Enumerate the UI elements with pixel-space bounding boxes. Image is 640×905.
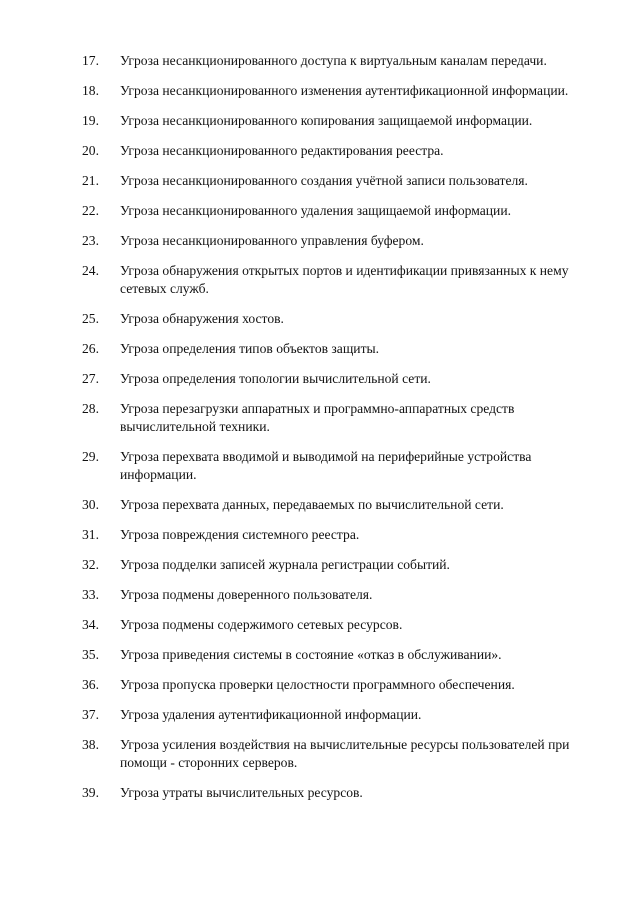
item-text: Угроза обнаружения хостов. [120,311,284,326]
list-item [0,784,640,802]
item-text: Угроза утраты вычислительных ресурсов. [120,785,363,800]
item-text: Угроза приведения системы в состояние «отказ в обслуживании». [120,647,502,662]
item-number: 19. [82,113,99,128]
item-text: Угроза перехвата данных, передаваемых по вычислительной сети. [120,497,504,512]
list-item [0,400,640,436]
item-number: 28. [82,401,99,416]
item-number: 36. [82,677,99,692]
item-number: 38. [82,737,99,752]
item-number: 27. [82,371,99,386]
list-item [0,112,640,130]
list-item [0,676,640,694]
item-text: Угроза перезагрузки аппаратных и программно-аппаратных средств вычислительной техники. [120,401,515,434]
item-text: Угроза определения топологии вычислительной сети. [120,371,431,386]
list-item [0,556,640,574]
item-number: 24. [82,263,99,278]
item-number: 39. [82,785,99,800]
item-number: 37. [82,707,99,722]
list-item [0,262,640,298]
item-number: 18. [82,83,99,98]
item-text: Угроза несанкционированного управления буфером. [120,233,424,248]
item-text: Угроза несанкционированного изменения аутентификационной информации. [120,83,569,98]
item-number: 29. [82,449,99,464]
list-item [0,172,640,190]
item-number: 30. [82,497,99,512]
list-item [0,202,640,220]
item-text: Угроза обнаружения открытых портов и идентификации привязанных к нему сетевых служб. [120,263,569,296]
item-number: 25. [82,311,99,326]
item-text: Угроза подмены доверенного пользователя. [120,587,373,602]
threat-list [0,52,640,814]
list-item [0,736,640,772]
item-number: 31. [82,527,99,542]
list-item [0,496,640,514]
item-number: 22. [82,203,99,218]
item-text: Угроза несанкционированного доступа к виртуальным каналам передачи. [120,53,547,68]
list-item [0,526,640,544]
item-text: Угроза несанкционированного копирования защищаемой информации. [120,113,533,128]
list-item [0,706,640,724]
list-item [0,616,640,634]
list-item [0,52,640,70]
item-text: Угроза определения типов объектов защиты. [120,341,380,356]
list-item [0,82,640,100]
item-text: Угроза удаления аутентификационной информации. [120,707,422,722]
item-text: Угроза подмены содержимого сетевых ресурсов. [120,617,403,632]
list-item [0,232,640,250]
item-number: 34. [82,617,99,632]
item-number: 17. [82,53,99,68]
item-number: 23. [82,233,99,248]
item-text: Угроза подделки записей журнала регистрации событий. [120,557,450,572]
item-text: Угроза несанкционированного редактирования реестра. [120,143,444,158]
item-text: Угроза усиления воздействия на вычислительные ресурсы пользователей при помощи - сторонних серверов. [120,737,570,770]
list-item [0,340,640,358]
item-number: 21. [82,173,99,188]
list-item [0,310,640,328]
item-number: 32. [82,557,99,572]
item-number: 35. [82,647,99,662]
item-number: 26. [82,341,99,356]
item-text: Угроза несанкционированного удаления защищаемой информации. [120,203,511,218]
item-text: Угроза повреждения системного реестра. [120,527,360,542]
list-item [0,370,640,388]
item-text: Угроза пропуска проверки целостности программного обеспечения. [120,677,515,692]
list-item [0,448,640,484]
list-item [0,586,640,604]
item-text: Угроза перехвата вводимой и выводимой на периферийные устройства информации. [120,449,532,482]
item-text: Угроза несанкционированного создания учётной записи пользователя. [120,173,528,188]
item-number: 33. [82,587,99,602]
list-item [0,142,640,160]
item-number: 20. [82,143,99,158]
list-item [0,646,640,664]
